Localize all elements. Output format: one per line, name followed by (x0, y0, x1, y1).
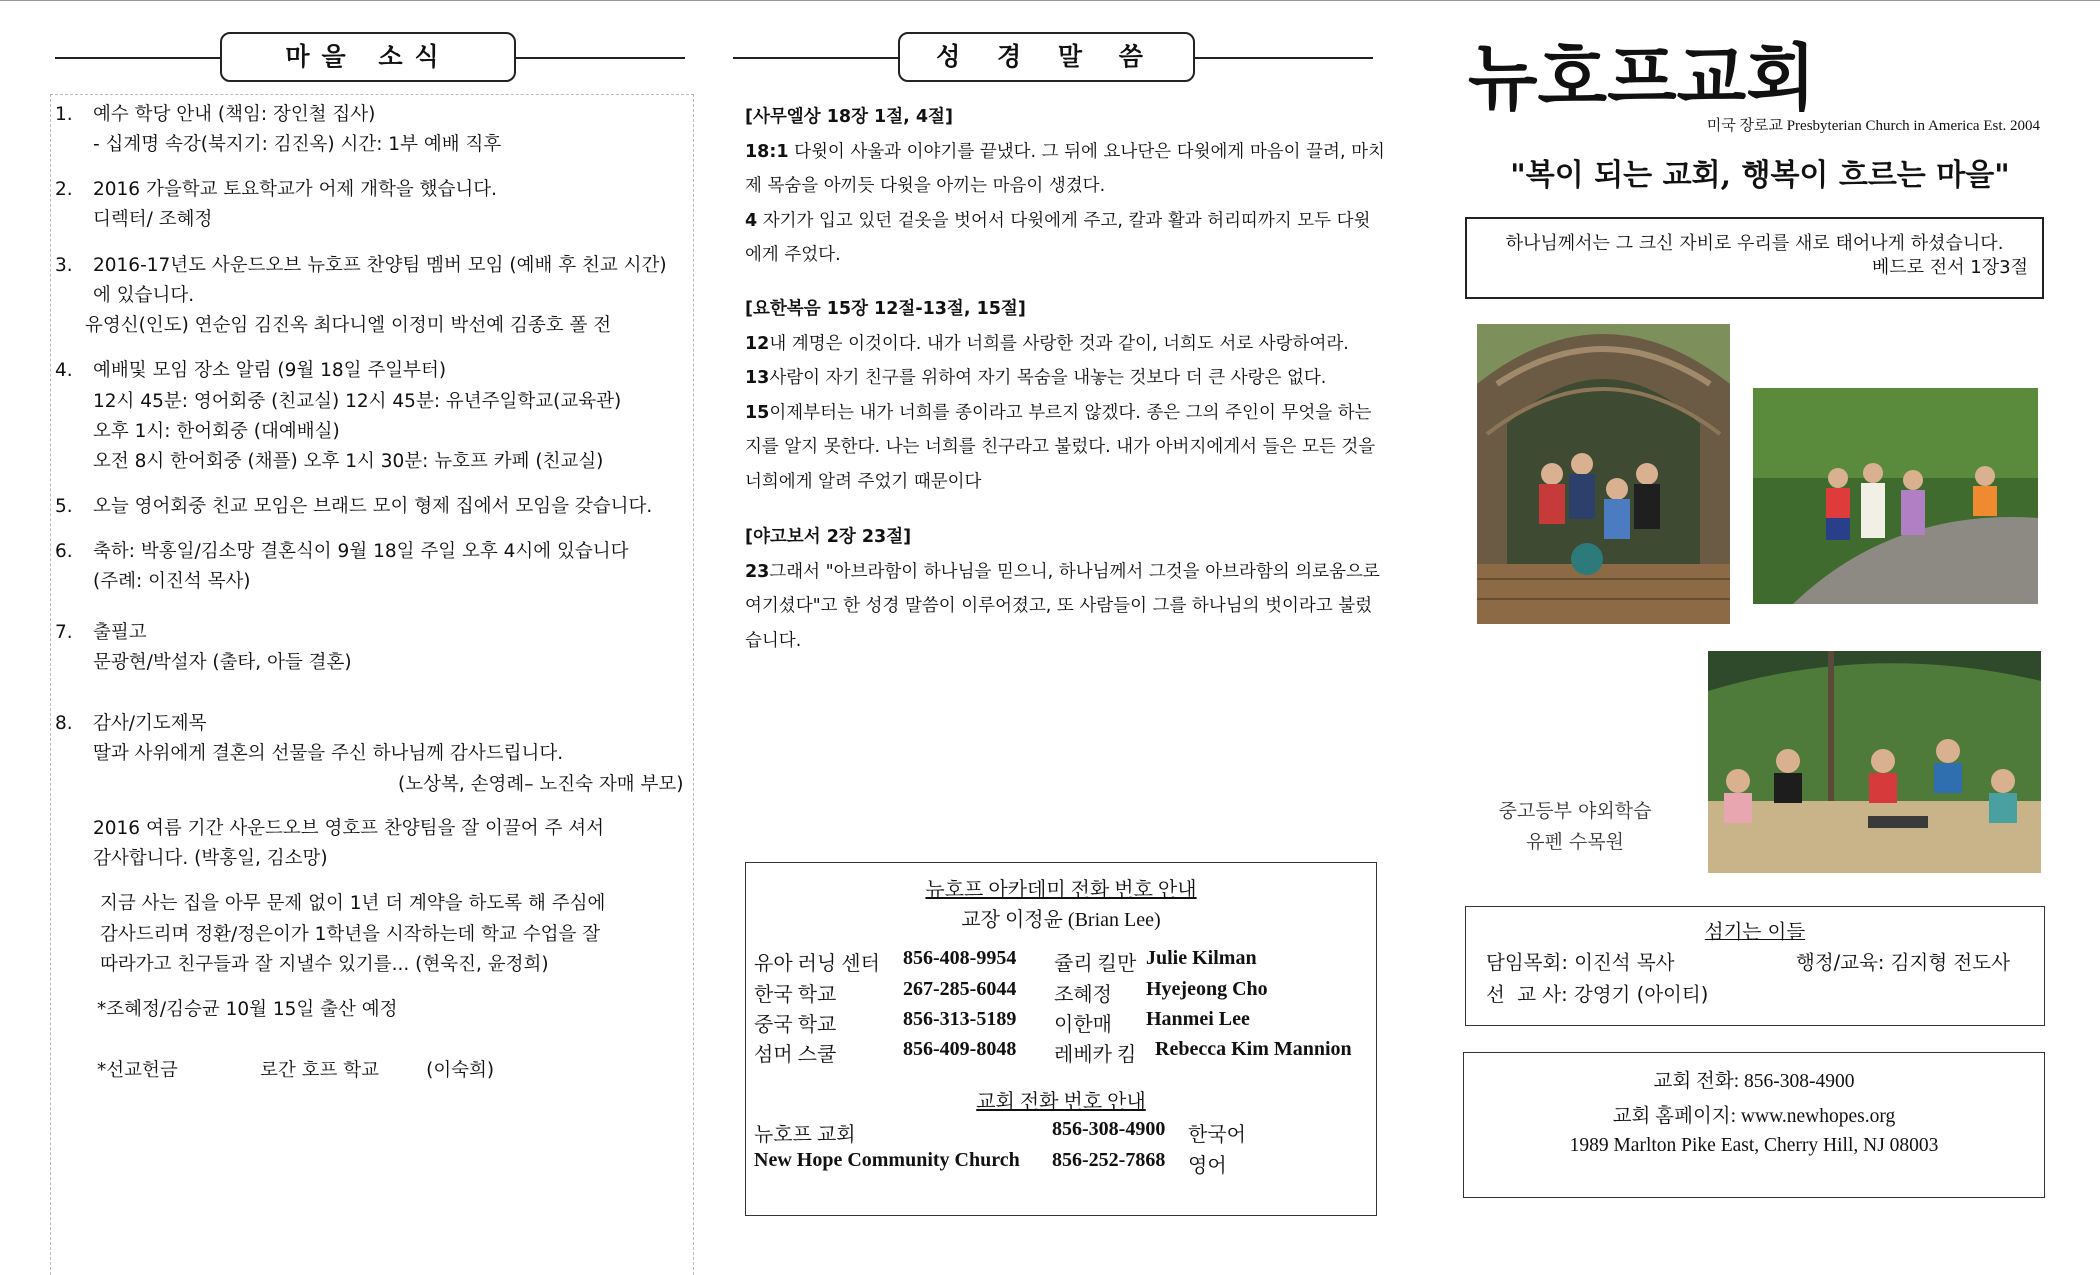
news-item-line: 지금 사는 집을 아무 문제 없이 1년 더 계약을 하도록 해 주심에 (100, 893, 606, 914)
church-phone-language: 영어 (1188, 1155, 1227, 1177)
academy-school-name: 한국 학교 (754, 984, 837, 1006)
news-item-line: *선교헌금 로간 호프 학교 (이숙희) (97, 1060, 495, 1081)
page-top-border (0, 0, 2100, 1)
verse-text: 내 계명은 이것이다. 내가 너희를 사랑한 것과 같이, 너희도 서로 사랑하여라. (769, 333, 1349, 354)
academy-school-name: 섬머 스쿨 (754, 1044, 837, 1066)
church-phone: 교회 전화: 856-308-4900 (1653, 1071, 1855, 1092)
church-name: 뉴호프교회 (1468, 36, 1816, 120)
church-address: 1989 Marlton Pike East, Cherry Hill, NJ 08003 (1569, 1135, 1939, 1156)
news-item-line: 예수 학당 안내 (책임: 장인철 집사) (93, 104, 376, 125)
photo-caption-line: 유펜 수목원 (1526, 831, 1624, 853)
photo-picnic (1708, 651, 2041, 873)
featured-verse: 하나님께서는 그 크신 자비로 우리를 새로 태어나게 하셨습니다. (1505, 233, 2004, 254)
scripture-reference: [야고보서 2장 23절] (745, 527, 912, 547)
verse-text: 이제부터는 내가 너희를 종이라고 부르지 않겠다. 종은 그의 주인이 무엇을 하는지를 알지 못한다. 나는 너희를 친구라고 불렀다. 내가 아버지에게서 들은 모든 것을 너희에게 알려 주었기 때문이다 (745, 402, 1376, 492)
academy-contact-box (745, 862, 1377, 1216)
church-homepage[interactable]: 교회 홈페이지: www.newhopes.org (1612, 1106, 1896, 1127)
news-item-line: 출필고 (93, 622, 147, 643)
academy-school-phone: 856-408-9954 (903, 947, 1017, 969)
news-item-number: 3. (55, 255, 73, 276)
academy-school-phone: 267-285-6044 (903, 978, 1017, 1000)
news-item-line: 오전 8시 한어회중 (채플) 오후 1시 30분: 뉴호프 카페 (친교실) (93, 451, 604, 472)
news-item-number: 4. (55, 360, 73, 381)
news-item-line: 딸과 사위에게 결혼의 선물을 주신 하나님께 감사드립니다. (93, 743, 564, 764)
verse-number: 4 (745, 210, 758, 231)
news-item-number: 2. (55, 179, 73, 200)
academy-phone-title: 뉴호프 아카데미 전화 번호 안내 (925, 879, 1197, 901)
scripture-verse (745, 396, 1385, 500)
news-item-line: 오후 1시: 한어회중 (대예배실) (93, 421, 340, 442)
news-item-line: 따라가고 친구들과 잘 지낼수 있기를... (현욱진, 윤정희) (100, 954, 549, 975)
staff-pastor: 담임목회: 이진석 목사 (1486, 951, 1675, 974)
verse-text: 사람이 자기 친구를 위하여 자기 목숨을 내놓는 것보다 더 큰 사랑은 없다. (769, 368, 1327, 388)
verse-number: 12 (745, 333, 770, 354)
scripture-section-header (733, 32, 1373, 84)
news-item-line: 12시 45분: 영어회중 (친교실) 12시 45분: 유년주일학교(교육관) (93, 391, 622, 412)
staff-title: 섬기는 이들 (1704, 920, 1806, 943)
scripture-reference: [요한복음 15장 12절-13절, 15절] (745, 299, 1026, 319)
news-item-number: 8. (55, 713, 73, 734)
news-item-number: 1. (55, 104, 73, 125)
scripture-verse (745, 135, 1385, 204)
church-contact-box (1463, 1052, 2045, 1198)
photo-caption (1465, 796, 1685, 858)
news-item-line: 2016 가을학교 토요학교가 어제 개학을 했습니다. (93, 179, 498, 200)
news-item-number: 7. (55, 622, 73, 643)
scripture-passage (745, 292, 1385, 499)
academy-school-name: 유아 러닝 센터 (754, 953, 880, 975)
news-item-line: - 십계명 속강(북지기: 김진옥) 시간: 1부 예배 직후 (93, 134, 502, 155)
news-item-line: 에 있습니다. (93, 285, 195, 306)
academy-teacher-ko: 레베카 킴 (1054, 1044, 1137, 1066)
news-section-header (55, 32, 685, 84)
scripture-reference: [사무엘상 18장 1절, 4절] (745, 107, 953, 127)
academy-teacher-ko: 쥴리 킬만 (1054, 953, 1137, 975)
scripture-verse (745, 361, 1385, 396)
news-header-title: 마을 소식 (220, 32, 516, 82)
photo-park-path (1753, 388, 2038, 604)
church-phone-number: 856-308-4900 (1052, 1118, 1166, 1140)
staff-box (1465, 906, 2045, 1026)
academy-teacher-ko: 이한매 (1054, 1014, 1112, 1036)
verse-text: 다윗이 사울과 이야기를 끝냈다. 그 뒤에 요나단은 다윗에게 마음이 끌려, 마치 제 목숨을 아끼듯 다윗을 아끼는 마음이 생겼다. (745, 141, 1385, 196)
church-denomination-line: 미국 장로교 Presbyterian Church in America Est. 2004 (1706, 118, 2040, 134)
verse-number: 15 (745, 402, 770, 423)
photo-caption-line: 중고등부 야외학습 (1498, 800, 1652, 822)
scripture-verse (745, 555, 1385, 659)
academy-teacher-en: Rebecca Kim Mannion (1155, 1038, 1352, 1060)
news-item-line: (주례: 이진석 목사) (93, 571, 251, 592)
church-motto: "복이 되는 교회, 행복이 흐르는 마을" (1510, 158, 2010, 193)
news-item-line: (노상복, 손영례– 노진숙 자매 부모) (398, 774, 684, 795)
scripture-verse (745, 204, 1385, 273)
staff-missionary: 선 교 사: 강영기 (아이티) (1486, 983, 1709, 1006)
news-item-line: 예배및 모임 장소 알림 (9월 18일 주일부터) (93, 360, 447, 381)
academy-teacher-en: Hanmei Lee (1146, 1008, 1250, 1030)
academy-teacher-ko: 조혜정 (1054, 984, 1112, 1006)
news-item-line: 2016 여름 기간 사운드오브 영호프 찬양팀을 잘 이끌어 주 셔서 (93, 818, 605, 839)
photo-nest-group (1477, 324, 1730, 624)
news-item-number: 5. (55, 496, 73, 517)
verse-box (1465, 217, 2044, 299)
news-item-line: 유영신(인도) 연순임 김진옥 최다니엘 이정미 박선예 김종호 폴 전 (85, 315, 612, 336)
news-item-line: 디렉터/ 조혜정 (93, 209, 213, 230)
academy-school-phone: 856-313-5189 (903, 1008, 1017, 1030)
church-phone-title: 교회 전화 번호 안내 (976, 1091, 1146, 1113)
verse-number: 13 (745, 368, 770, 388)
verse-text: 그래서 "아브라함이 하나님을 믿으니, 하나님께서 그것을 아브라함의 의로움으로 여기셨다"고 한 성경 말씀이 이루어졌고, 또 사람들이 그를 하나님의 벗이라고 불렀습니다. (745, 561, 1380, 651)
news-item-line: *조혜정/김승균 10월 15일 출산 예정 (97, 999, 398, 1020)
verse-number: 18:1 (745, 141, 789, 162)
church-phone-name: 뉴호프 교회 (754, 1124, 856, 1146)
academy-teacher-en: Hyejeong Cho (1146, 978, 1268, 1000)
church-phone-language: 한국어 (1188, 1124, 1246, 1146)
news-item-line: 2016-17년도 사운드오브 뉴호프 찬양팀 멤버 모임 (예배 후 친교 시간) (93, 255, 667, 276)
scripture-passage (745, 100, 1385, 273)
church-phone-number: 856-252-7868 (1052, 1149, 1166, 1171)
academy-school-phone: 856-409-8048 (903, 1038, 1017, 1060)
academy-teacher-en: Julie Kilman (1146, 947, 1257, 969)
news-item-line: 감사/기도제목 (93, 713, 207, 734)
featured-verse-reference: 베드로 전서 1장3절 (1871, 257, 2028, 278)
academy-principal: 교장 이정윤 (Brian Lee) (961, 909, 1161, 931)
news-item-line: 축하: 박홍일/김소망 결혼식이 9월 18일 주일 오후 4시에 있습니다 (93, 541, 629, 562)
scripture-passage (745, 520, 1385, 658)
news-item-line: 감사드리며 정환/정은이가 1학년을 시작하는데 학교 수업을 잘 (100, 924, 601, 945)
news-item-number: 6. (55, 541, 73, 562)
church-phone-name: New Hope Community Church (754, 1149, 1020, 1171)
verse-text: 자기가 입고 있던 겉옷을 벗어서 다윗에게 주고, 칼과 활과 허리띠까지 모두 다윗에게 주었다. (745, 210, 1371, 265)
academy-school-name: 중국 학교 (754, 1014, 837, 1036)
scripture-header-title: 성 경 말 씀 (898, 32, 1195, 82)
verse-number: 23 (745, 561, 770, 582)
news-item-line: 감사합니다. (박홍일, 김소망) (93, 848, 328, 869)
staff-admin: 행정/교육: 김지형 전도사 (1796, 951, 2010, 974)
news-item-line: 문광현/박설자 (출타, 아들 결혼) (93, 652, 352, 673)
news-item-line: 오늘 영어회중 친교 모임은 브래드 모이 형제 집에서 모임을 갖습니다. (93, 496, 653, 517)
scripture-verse (745, 327, 1385, 362)
